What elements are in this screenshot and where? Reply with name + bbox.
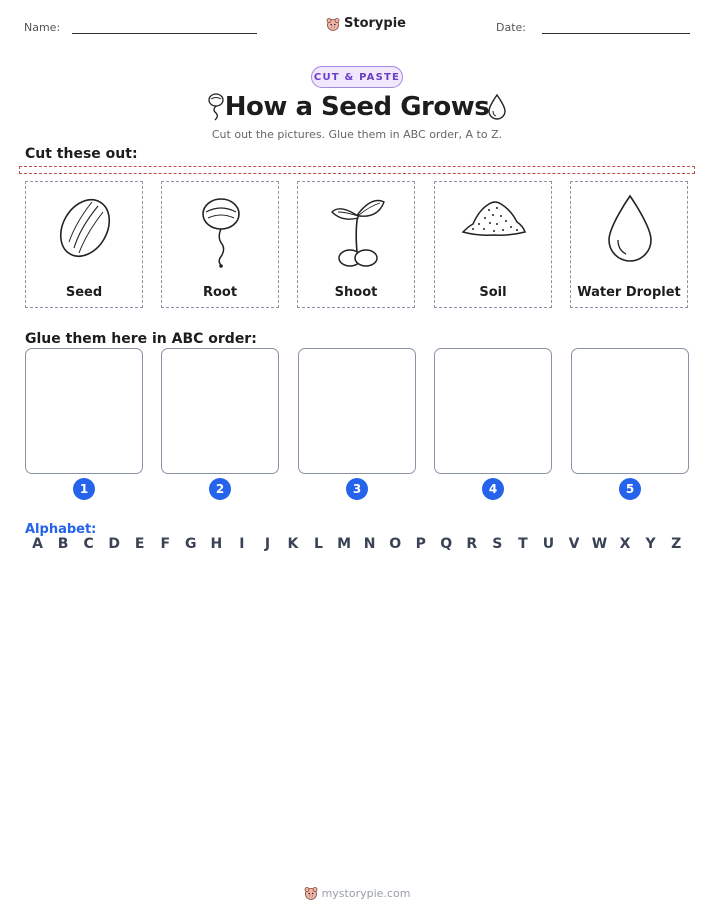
alphabet-letter: T <box>518 536 528 552</box>
cut-card-shoot[interactable] <box>297 181 415 308</box>
glue-box-2[interactable] <box>161 348 279 474</box>
alphabet-letter: L <box>314 536 323 552</box>
alphabet-letter: S <box>492 536 503 552</box>
card-label-water-droplet: Water Droplet <box>577 285 681 300</box>
mascot-icon <box>326 17 340 31</box>
alphabet-letter: O <box>389 536 402 552</box>
glue-box-1[interactable] <box>25 348 143 474</box>
glue-box-3[interactable] <box>298 348 416 474</box>
cut-card-water-droplet[interactable] <box>570 181 688 308</box>
alphabet-letter: R <box>466 536 478 552</box>
alphabet-row <box>25 536 689 556</box>
brand-logo <box>326 16 406 31</box>
date-line[interactable] <box>542 33 690 34</box>
date-label: Date: <box>496 21 526 34</box>
footer <box>0 886 714 900</box>
shoot-icon <box>322 190 392 270</box>
name-label: Name: <box>24 21 61 34</box>
alphabet-letter: V <box>568 536 580 552</box>
order-number-2: 2 <box>209 478 231 500</box>
cut-card-root[interactable] <box>161 181 279 308</box>
water-drop-icon <box>486 93 508 121</box>
alphabet-letter: H <box>210 536 223 552</box>
alphabet-letter: Y <box>645 536 656 552</box>
glue-section-label: Glue them here in ABC order: <box>25 331 257 347</box>
cut-line <box>19 166 695 174</box>
alphabet-letter: Q <box>440 536 453 552</box>
order-number-3: 3 <box>346 478 368 500</box>
alphabet-letter: N <box>363 536 376 552</box>
card-label-shoot: Shoot <box>334 285 378 300</box>
page-title: How a Seed Grows <box>224 92 490 122</box>
glue-box-5[interactable] <box>571 348 689 474</box>
instructions: Cut out the pictures. Glue them in ABC order, A to Z. <box>211 128 503 141</box>
alphabet-letter: U <box>542 536 555 552</box>
alphabet-letter: D <box>108 536 120 552</box>
alphabet-letter: B <box>57 536 69 552</box>
alphabet-letter: G <box>185 536 197 552</box>
soil-icon <box>459 190 529 270</box>
alphabet-letter: E <box>134 536 145 552</box>
cut-card-soil[interactable] <box>434 181 552 308</box>
alphabet-letter: F <box>160 536 171 552</box>
alphabet-letter: W <box>591 536 608 552</box>
mascot-icon <box>304 886 318 900</box>
footer-url[interactable]: mystorypie.com <box>321 886 411 900</box>
card-label-soil: Soil <box>479 285 507 300</box>
brand-name: Storypie <box>344 16 406 31</box>
alphabet-letter: J <box>264 536 271 552</box>
card-label-seed: Seed <box>65 285 103 300</box>
alphabet-label: Alphabet: <box>25 522 97 537</box>
order-number-1: 1 <box>73 478 95 500</box>
seed-icon <box>50 190 120 270</box>
order-number-5: 5 <box>619 478 641 500</box>
alphabet-letter: P <box>415 536 426 552</box>
activity-badge: CUT & PASTE <box>311 66 403 88</box>
cut-card-seed[interactable] <box>25 181 143 308</box>
alphabet-letter: I <box>239 536 245 552</box>
worksheet-header <box>0 16 714 40</box>
order-number-4: 4 <box>482 478 504 500</box>
alphabet-letter: A <box>32 536 43 552</box>
alphabet-letter: K <box>287 536 299 552</box>
root-icon <box>186 190 256 270</box>
alphabet-letter: C <box>83 536 94 552</box>
glue-box-4[interactable] <box>434 348 552 474</box>
name-line[interactable] <box>72 33 257 34</box>
alphabet-letter: M <box>337 536 352 552</box>
water-droplet-icon <box>595 190 665 270</box>
card-label-root: Root <box>202 285 238 300</box>
alphabet-letter: X <box>619 536 631 552</box>
alphabet-letter: Z <box>671 536 682 552</box>
cut-section-label: Cut these out: <box>25 146 138 162</box>
